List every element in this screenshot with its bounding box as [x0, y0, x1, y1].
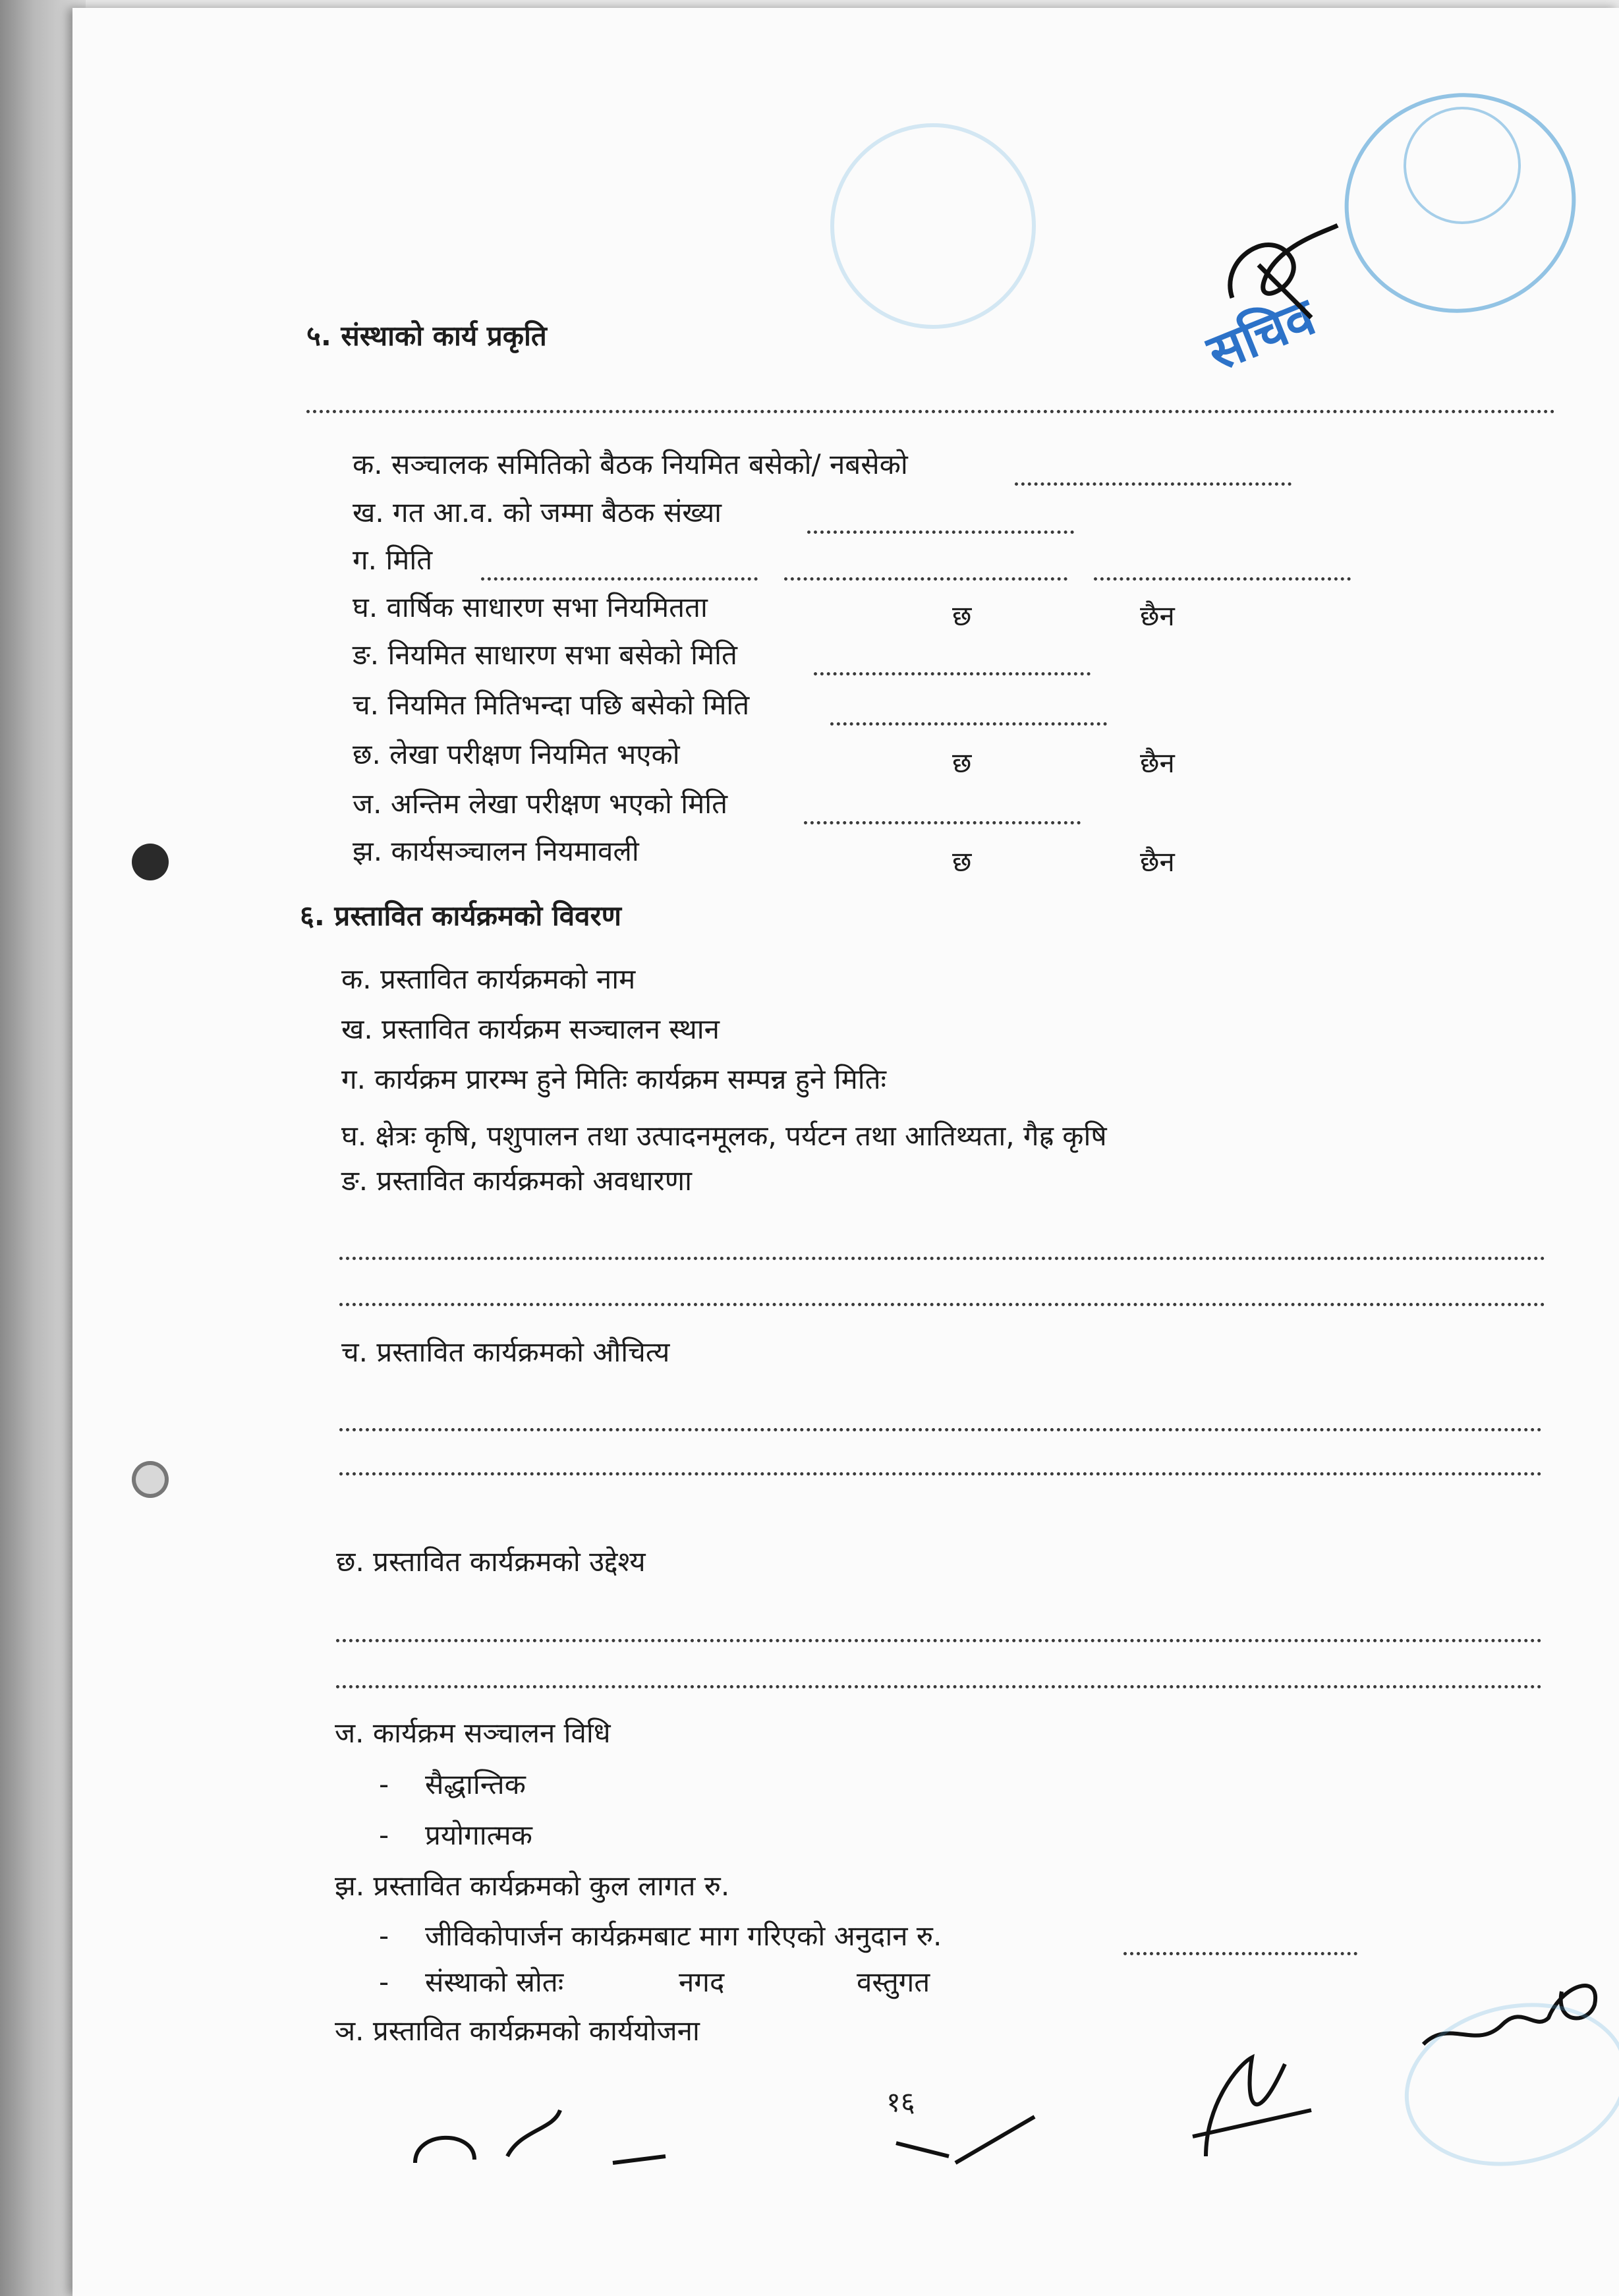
s6-jha-source-kind: वस्तुगत — [857, 1966, 930, 1998]
s6-nga: ङ. प्रस्तावित कार्यक्रमको अवधारणा — [341, 1164, 692, 1197]
s5-kha-line — [807, 531, 1074, 534]
punch-hole-top — [132, 844, 169, 880]
s5-chha-yes: छ — [952, 747, 972, 779]
signature-bottom-left — [402, 2104, 679, 2176]
s6-ja-dash-2: - — [379, 1819, 389, 1851]
s6-kha: ख. प्रस्तावित कार्यक्रम सञ्चालन स्थान — [341, 1013, 720, 1045]
s5-item-ka: क. सञ्चालक समितिको बैठक नियमित बसेको/ नबसेको — [353, 448, 908, 480]
signature-bottom-center-right — [1179, 2038, 1338, 2169]
s5-gha-no: छैन — [1140, 600, 1175, 632]
s5-ga-line-2 — [784, 577, 1067, 581]
s6-chha-line-2 — [336, 1685, 1542, 1688]
s6-jha-grant-line — [1123, 1952, 1357, 1955]
s6-yna: ञ. प्रस्तावित कार्यक्रमको कार्ययोजना — [335, 2015, 700, 2047]
s6-jha-source-label: संस्थाको स्रोतः — [425, 1966, 564, 1998]
s6-ga: ग. कार्यक्रम प्रारम्भ हुने मितिः कार्यक्रम सम्पन्न हुने मितिः — [341, 1063, 887, 1095]
s6-ja: ज. कार्यक्रम सञ्चालन विधि — [335, 1717, 611, 1749]
s5-item-ja: ज. अन्तिम लेखा परीक्षण भएको मिति — [353, 788, 728, 820]
s6-chha-line-1 — [336, 1639, 1542, 1642]
s6-jha-dash-2: - — [379, 1966, 389, 1998]
s6-cha-line-1 — [339, 1428, 1542, 1431]
punch-hole-bottom — [132, 1461, 169, 1498]
s6-nga-line-2 — [339, 1303, 1545, 1306]
s6-ka: क. प्रस्तावित कार्यक्रमको नाम — [341, 963, 636, 995]
s6-ja-item-1: सैद्धान्तिक — [425, 1768, 526, 1800]
document-page — [72, 8, 1619, 2296]
s6-jha: झ. प्रस्तावित कार्यक्रमको कुल लागत रु. — [335, 1870, 730, 1902]
s5-jha-no: छैन — [1140, 846, 1175, 878]
s6-cha-line-2 — [339, 1472, 1542, 1476]
s5-jha-yes: छ — [952, 846, 972, 878]
signature-bottom-mid — [890, 2104, 1048, 2169]
secretary-stamp-word: सचिव — [1199, 287, 1324, 384]
s6-jha-dash-1: - — [379, 1920, 389, 1952]
s6-nga-line-1 — [339, 1257, 1545, 1260]
s5-chha-no: छैन — [1140, 747, 1175, 779]
page-number: १६ — [886, 2086, 915, 2118]
office-seal-inner-ring — [1404, 107, 1521, 224]
s5-item-chha: छ. लेखा परीक्षण नियमित भएको — [353, 738, 680, 770]
s5-item-cha: च. नियमित मितिभन्दा पछि बसेको मिति — [353, 689, 750, 721]
s6-ja-dash-1: - — [379, 1768, 389, 1800]
s5-item-gha: घ. वार्षिक साधारण सभा नियमितता — [353, 591, 708, 623]
section5-heading: ५. संस्थाको कार्य प्रकृति — [306, 320, 547, 352]
s6-cha: च. प्रस्तावित कार्यक्रमको औचित्य — [341, 1336, 670, 1368]
s5-ja-line — [804, 821, 1081, 824]
section6-heading: ६. प्रस्तावित कार्यक्रमको विवरण — [300, 900, 622, 932]
s6-chha: छ. प्रस्तावित कार्यक्रमको उद्देश्य — [336, 1545, 646, 1578]
faint-seal-stamp — [830, 123, 1036, 329]
section5-fill-line — [306, 410, 1555, 413]
s5-item-jha: झ. कार्यसञ्चालन नियमावली — [353, 835, 639, 867]
s5-item-ga: ग. मिति — [353, 544, 433, 576]
s5-ga-line-3 — [1094, 577, 1351, 581]
signature-top — [1212, 219, 1344, 324]
s5-cha-line — [830, 722, 1107, 726]
s5-ga-line-1 — [481, 577, 758, 581]
s5-item-nga: ङ. नियमित साधारण सभा बसेको मिति — [353, 639, 737, 671]
s5-ka-line — [1015, 482, 1292, 486]
s6-ja-item-2: प्रयोगात्मक — [425, 1819, 532, 1851]
s6-jha-source-cash: नगद — [679, 1966, 725, 1998]
s6-jha-item-1: जीविकोपार्जन कार्यक्रमबाट माग गरिएको अनुदान रु. — [425, 1920, 942, 1952]
s5-nga-line — [814, 672, 1091, 675]
s5-item-kha: ख. गत आ.व. को जम्मा बैठक संख्या — [353, 496, 722, 529]
s6-gha: घ. क्षेत्रः कृषि, पशुपालन तथा उत्पादनमूलक, पर्यटन तथा आतिथ्यता, गैह्र कृषि — [341, 1120, 1107, 1152]
s5-gha-yes: छ — [952, 600, 972, 632]
